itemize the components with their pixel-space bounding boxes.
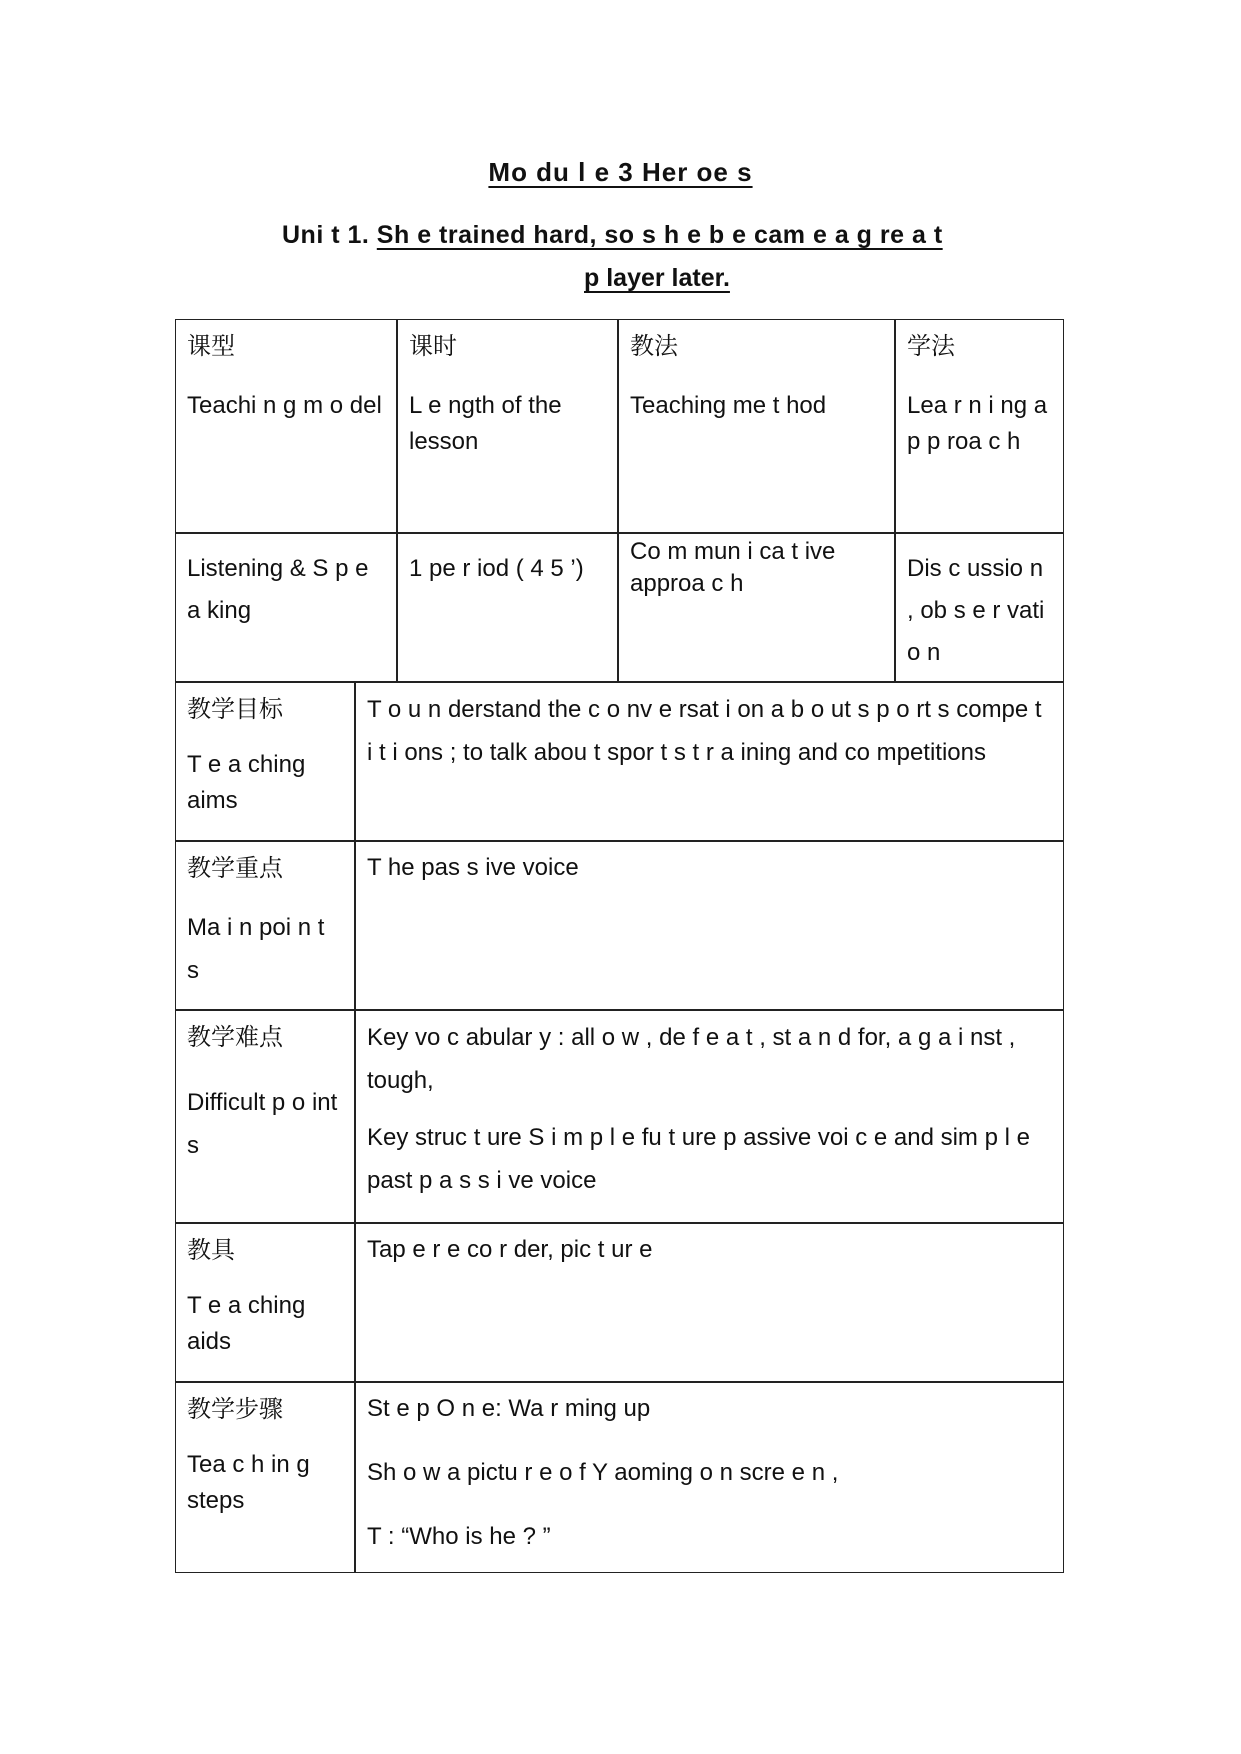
label-zh: 教学重点 [187,854,283,882]
value-cell-learning-approach: Dis c ussio n , ob s e r vati o n [907,555,1045,666]
show-picture-text: Sh o w a pictu r e o f Y aoming o n scre e n , [367,1459,839,1486]
header-zh: 教法 [630,332,678,360]
module-title [0,157,1241,188]
label-zh: 教学难点 [187,1023,283,1051]
content-cell-main-points [356,842,1063,1009]
content-cell-teaching-steps [356,1383,1063,1572]
header-zh: 学法 [907,332,955,360]
label-zh: 教具 [187,1236,235,1264]
module-title-text: Mo du l e 3 Her oe s [488,157,753,187]
label-en: T e a ching aids [187,1292,306,1355]
value-cell-lesson-length: 1 pe r iod ( 4 5 ’) [409,555,584,582]
header-en: L e ngth of the lesson [409,392,562,455]
content-text: T o u n derstand the c o nv e rsat i on a b o ut s p o rt s compe t i t i ons ; to talk abou t spor t s t r a ining and co mpetitions [367,696,1042,766]
content-cell-teaching-aids [356,1224,1063,1381]
header-cell-teaching-method [619,320,894,532]
unit-title-line-1 [282,221,943,250]
content-text: T he pas s ive voice [367,854,579,881]
header-en: Teaching me t hod [630,392,827,419]
value-cell-teaching-method: Co m mun i ca t ive approa c h [630,538,836,597]
header-cell-lesson-length [398,320,617,532]
content-cell-difficult-points [356,1011,1063,1222]
header-cell-learning-approach [896,320,1063,532]
teacher-question-text: T : “Who is he ? ” [367,1523,551,1550]
label-cell-difficult-points [176,1011,354,1222]
label-cell-teaching-aids [176,1224,354,1381]
key-structure-text: Key struc t ure S i m p l e fu t ure p assive voi c e and sim p l e past p a s s i ve voice [367,1124,1030,1194]
header-zh: 课型 [187,332,235,360]
label-cell-teaching-steps [176,1383,354,1572]
key-vocabulary-text: Key vo c abular y : all o w , de f e a t , st a n d for, a g a i nst , tough, [367,1024,1016,1094]
label-zh: 教学步骤 [187,1395,283,1423]
header-cell-lesson-type [176,320,396,532]
label-en: Ma i n poi n t s [187,914,325,984]
unit-title-part-2: p layer later. [584,264,730,292]
content-cell-teaching-aims [356,683,1063,840]
step-one-text: St e p O n e: Wa r ming up [367,1395,651,1422]
label-zh: 教学目标 [187,695,283,723]
header-zh: 课时 [409,332,457,360]
label-cell-main-points [176,842,354,1009]
header-en: Teachi n g m o del [187,392,382,419]
label-cell-teaching-aims [176,683,354,840]
value-cell-lesson-type: Listening & S p e a king [187,555,369,624]
header-en: Lea r n i ng a p p roa c h [907,392,1048,455]
content-text: Tap e r e co r der, pic t ur e [367,1236,653,1263]
unit-prefix: Uni t 1. [282,221,370,249]
label-en: T e a ching aims [187,751,306,814]
label-en: Difficult p o int s [187,1089,338,1159]
label-en: Tea c h in g steps [187,1451,310,1514]
unit-title-part-1: Sh e trained hard, so s h e b e cam e a g re a t [376,221,943,249]
